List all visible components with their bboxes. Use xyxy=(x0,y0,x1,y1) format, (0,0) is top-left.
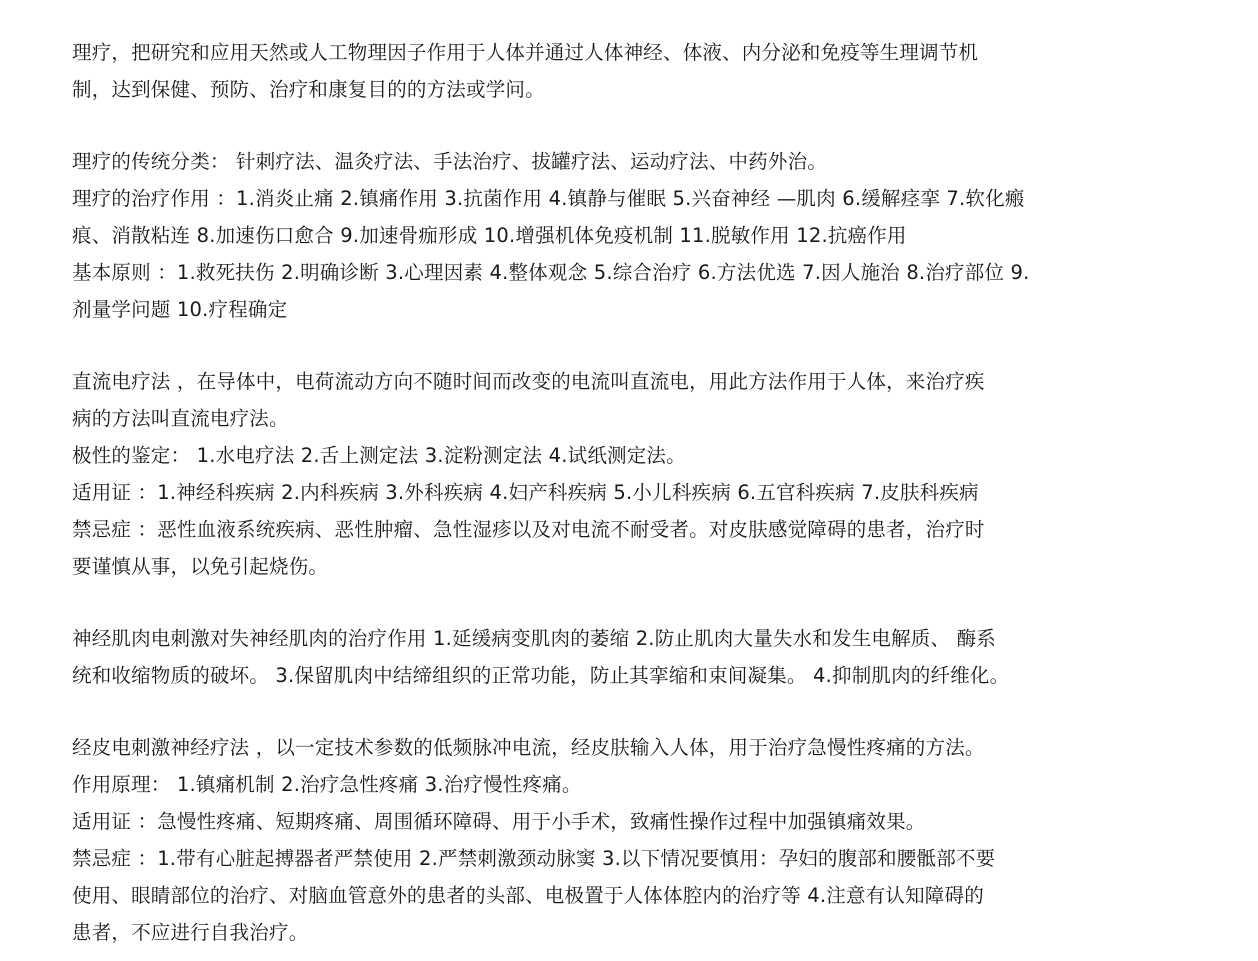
paragraph-line: 使用、眼睛部位的治疗、对脑血管意外的患者的头部、电极置于人体体腔内的治疗等 4.注意有认知障碍的 xyxy=(72,884,984,907)
paragraph-line: 经皮电刺激神经疗法 ，以一定技术参数的低频脉冲电流，经皮肤输入人体，用于治疗急慢性疼痛的方法。 xyxy=(72,736,985,759)
document-page xyxy=(72,34,1202,951)
paragraph-line: 患者，不应进行自我治疗。 xyxy=(72,921,309,944)
paragraph-line: 理疗，把研究和应用天然或人工物理因子作用于人体并通过人体神经、体液、内分泌和免疫等生理调节机 xyxy=(72,41,979,64)
paragraph-gap xyxy=(72,694,1202,729)
paragraph-line: 神经肌肉电刺激对失神经肌肉的治疗作用 1.延缓病变肌肉的萎缩 2.防止肌肉大量失水和发生电解质、 酶系 xyxy=(72,627,997,650)
paragraph-line: 剂量学问题 10.疗程确定 xyxy=(72,298,288,321)
paragraph-line: 作用原理： 1.镇痛机制 2.治疗急性疼痛 3.治疗慢性疼痛。 xyxy=(72,773,582,796)
paragraph-line: 统和收缩物质的破坏。 3.保留肌肉中结缔组织的正常功能，防止其挛缩和束间凝集。 4.抑制肌肉的纤维化。 xyxy=(72,664,1010,687)
paragraph-line: 基本原则 ：1.救死扶伤 2.明确诊断 3.心理因素 4.整体观念 5.综合治疗 6.方法优选 7.因人施治 8.治疗部位 9. xyxy=(72,261,1030,284)
paragraph-gap xyxy=(72,585,1202,620)
paragraph-line: 禁忌症 ：1.带有心脏起搏器者严禁使用 2.严禁刺激颈动脉窦 3.以下情况要慎用：孕妇的腹部和腰骶部不要 xyxy=(72,847,996,870)
paragraph-line: 直流电疗法 ，在导体中，电荷流动方向不随时间而改变的电流叫直流电，用此方法作用于人体，来治疗疾 xyxy=(72,370,985,393)
paragraph-line: 适用证 ：急慢性疼痛、短期疼痛、周围循环障碍、用于小手术，致痛性操作过程中加强镇痛效果。 xyxy=(72,810,926,833)
paragraph-line: 适用证 ：1.神经科疾病 2.内科疾病 3.外科疾病 4.妇产科疾病 5.小儿科疾病 6.五官科疾病 7.皮肤科疾病 xyxy=(72,481,979,504)
paragraph-line: 制，达到保健、预防、治疗和康复目的的方法或学问。 xyxy=(72,78,545,101)
paragraph-line: 极性的鉴定： 1.水电疗法 2.舌上测定法 3.淀粉测定法 4.试纸测定法。 xyxy=(72,444,686,467)
paragraph-gap xyxy=(72,108,1202,143)
paragraph-line: 禁忌症 ：恶性血液系统疾病、恶性肿瘤、急性湿疹以及对电流不耐受者。对皮肤感觉障碍的患者，治疗时 xyxy=(72,518,985,541)
paragraph-line: 病的方法叫直流电疗法。 xyxy=(72,407,289,430)
paragraph-line: 理疗的传统分类： 针刺疗法、温灸疗法、手法治疗、拔罐疗法、运动疗法、中药外治。 xyxy=(72,150,827,173)
paragraph-gap xyxy=(72,328,1202,363)
paragraph-line: 痕、消散粘连 8.加速伤口愈合 9.加速骨痂形成 10.增强机体免疫机制 11.脱敏作用 12.抗癌作用 xyxy=(72,224,907,247)
paragraph-line: 要谨慎从事，以免引起烧伤。 xyxy=(72,555,329,578)
paragraph-line: 理疗的治疗作用 ：1.消炎止痛 2.镇痛作用 3.抗菌作用 4.镇静与催眠 5.兴奋神经 —肌肉 6.缓解痉挛 7.软化瘢 xyxy=(72,187,1025,210)
